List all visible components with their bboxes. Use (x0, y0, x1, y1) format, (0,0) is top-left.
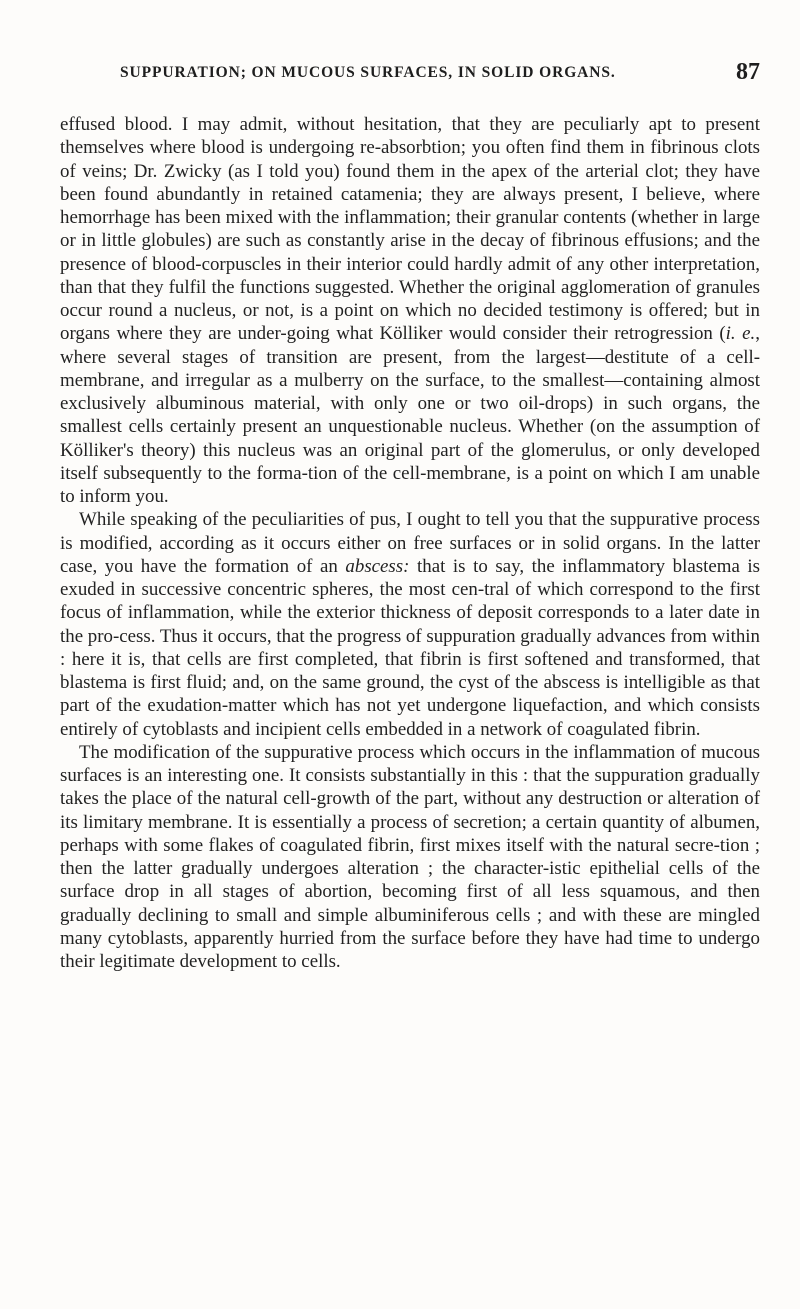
paragraph-1 (60, 113, 760, 508)
paragraph-text: The modification of the suppurative process which occurs in the inflammation of mucous surfaces is an interesting one. It consists substantially in this : that the suppuration gradually takes the place of the natural cell-growth of the part, without any destruction or alteration of its limitary membrane. It is essentially a process of secretion; a certain quantity of albumen, perhaps with some flakes of coagulated fibrin, first mixes itself with the natural secre-tion ; then the latter gradually undergoes alteration ; the character-istic epithelial cells of the surface drop in all stages of abortion, becoming first of all less squamous, and then gradually declining to small and simple albuminiferous cells ; and with these are mingled many cytoblasts, apparently hurried from the surface before they have had time to undergo their legitimate development to cells. (60, 741, 760, 972)
paragraph-text: effused blood. I may admit, without hesitation, that they are peculiarly apt to present themselves where blood is undergoing re-absorbtion; you often find them in fibrinous clots of veins; Dr. Zwicky (as I told you) found them in the apex of the arterial clot; they have been found abundantly in retained catamenia; they are always present, I believe, where hemorrhage has been mixed with the inflammation; their granular contents (whether in large or in little globules) are such as constantly arise in the decay of fibrinous effusions; and the presence of blood-corpuscles in their interior could hardly admit of any other interpretation, than that they fulfil the functions suggested. Whether the original agglomeration of granules occur round a nucleus, or not, is a point on which no decided testimony is offered; but in organs where they are under-going what Kölliker would consider their retrogression ( (60, 114, 760, 345)
running-head (60, 59, 760, 86)
page-number: 87 (736, 59, 760, 85)
paragraph-2 (60, 508, 760, 741)
paragraph-text: , where several stages of transition are present, from the largest—destitute of a cell-membrane, and irregular as a mulberry on the surface, to the smallest—containing almost exclusively albuminous material, with only one or two oil-drops) in such organs, the smallest cells certainly present an unquestionable nucleus. Whether (on the assumption of Kölliker's theory) this nucleus was an original part of the glomerulus, or only developed itself subsequently to the forma-tion of the cell-membrane, is a point on which I am unable to inform you. (60, 323, 760, 507)
italic-text: abscess: (345, 555, 410, 577)
paragraph-text: that is to say, the inflammatory blastema is exuded in successive concentric spheres, the most cen-tral of which correspond to the first focus of inflammation, while the exterior thickness of deposit corresponds to a later date in the pro-cess. Thus it occurs, that the progress of suppuration gradually advances from within : here it is, that cells are first completed, that fibrin is first softened and transformed, that blastema is first fluid; and, on the same ground, the cyst of the abscess is intelligible as that part of the exudation-matter which has not yet undergone liquefaction, and which consists entirely of cytoblasts and incipient cells embedded in a network of coagulated fibrin. (60, 555, 761, 740)
paragraph-text: While speaking of the peculiarities of pus, I ought to tell you that the suppurative process is modified, according as it occurs either on free surfaces or in solid organs. In the latter case, you have the formation of an (60, 509, 760, 577)
body-text (60, 113, 760, 973)
paragraph-3 (60, 741, 760, 974)
running-head-title: SUPPURATION; ON MUCOUS SURFACES, IN SOLID ORGANS. (120, 64, 616, 81)
italic-text: i. e. (725, 323, 756, 345)
